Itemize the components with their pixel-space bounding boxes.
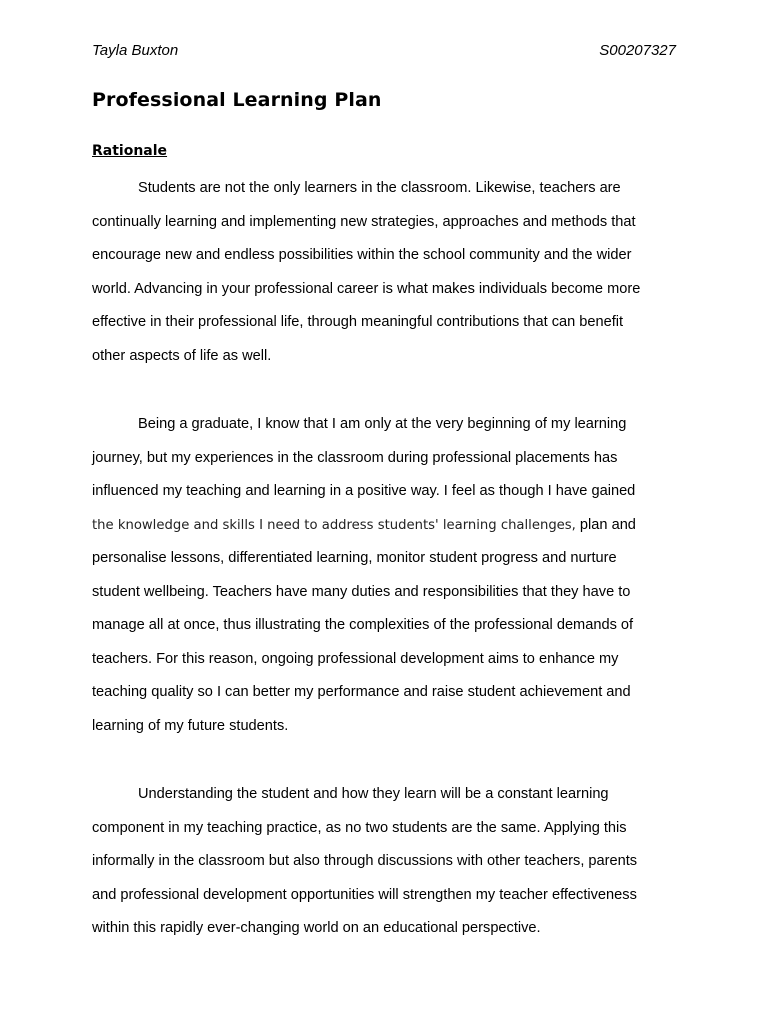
paragraph-line: teaching quality so I can better my performance and raise student achievement and [92, 684, 631, 700]
paragraph-line: personalise lessons, differentiated learning, monitor student progress and nurture [92, 550, 617, 566]
header-author: Tayla Buxton [92, 42, 179, 59]
paragraph-line: component in my teaching practice, as no two students are the same. Applying this [92, 819, 627, 836]
paragraph-3 [92, 778, 682, 946]
paragraph-line: other aspects of life as well. [92, 347, 272, 364]
paragraph-line: journey, but my experiences in the classroom during professional placements has [92, 449, 618, 466]
paragraph-line: learning of my future students. [92, 717, 289, 734]
pasted-text-segment: the knowledge and skills I need to address students' learning challenges, [92, 517, 576, 533]
paragraph-line: world. Advancing in your professional career is what makes individuals become more [92, 280, 641, 297]
paragraph-line: Understanding the student and how they learn will be a constant learning [138, 786, 609, 802]
paragraph-line: effective in their professional life, through meaningful contributions that can benefit [92, 314, 624, 330]
paragraph-line: manage all at once, thus illustrating the complexities of the professional demands of [92, 617, 634, 633]
section-heading-rationale: Rationale [92, 143, 168, 159]
paragraph-line: Being a graduate, I know that I am only at the very beginning of my learning [138, 416, 627, 432]
paragraph-line: Students are not the only learners in the classroom. Likewise, teachers are [138, 180, 621, 196]
paragraph-1 [92, 172, 682, 373]
paragraph-line: teachers. For this reason, ongoing professional development aims to enhance my [92, 650, 619, 667]
paragraph-2 [92, 408, 682, 743]
paragraph-line: within this rapidly ever-changing world on an educational perspective. [92, 920, 541, 936]
paragraph-line: influenced my teaching and learning in a positive way. I feel as though I have gained [92, 483, 636, 499]
paragraph-line: continually learning and implementing new strategies, approaches and methods that [92, 213, 636, 230]
paragraph-line: and professional development opportunities will strengthen my teacher effectiveness [92, 886, 637, 903]
text-segment: plan and [575, 516, 636, 533]
header-student-id: S00207327 [599, 42, 676, 59]
paragraph-line: encourage new and endless possibilities within the school community and the wider [92, 247, 632, 263]
paragraph-line: student wellbeing. Teachers have many duties and responsibilities that they have to [92, 583, 631, 600]
paragraph-line: informally in the classroom but also through discussions with other teachers, parents [92, 853, 638, 869]
document-title: Professional Learning Plan [92, 89, 382, 111]
paragraph-line-mixed [92, 509, 682, 543]
